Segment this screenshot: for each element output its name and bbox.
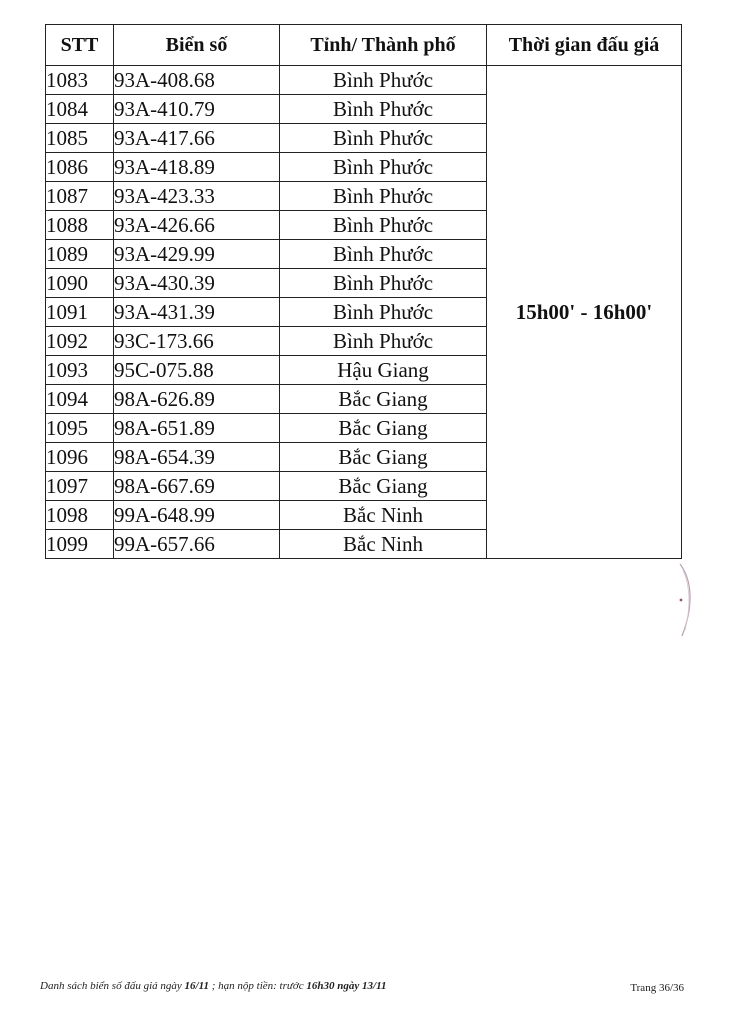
cell-plate: 93A-417.66 [114, 124, 280, 153]
cell-province: Bình Phước [280, 211, 487, 240]
cell-province: Bình Phước [280, 240, 487, 269]
cell-plate: 93A-418.89 [114, 153, 280, 182]
cell-stt: 1087 [46, 182, 114, 211]
cell-plate: 93A-429.99 [114, 240, 280, 269]
header-province: Tỉnh/ Thành phố [280, 25, 487, 66]
cell-plate: 99A-657.66 [114, 530, 280, 559]
cell-plate: 98A-667.69 [114, 472, 280, 501]
cell-province: Bắc Ninh [280, 530, 487, 559]
plates-table [45, 24, 682, 559]
cell-plate: 98A-651.89 [114, 414, 280, 443]
cell-province: Bình Phước [280, 327, 487, 356]
footer-text-2: ; hạn nộp tiền: trước [211, 980, 304, 992]
cell-plate: 93A-410.79 [114, 95, 280, 124]
cell-province: Bình Phước [280, 95, 487, 124]
footer-note [40, 980, 386, 992]
cell-province: Bắc Ninh [280, 501, 487, 530]
cell-plate: 93A-426.66 [114, 211, 280, 240]
cell-plate: 93A-408.68 [114, 66, 280, 95]
cell-stt: 1097 [46, 472, 114, 501]
cell-stt: 1088 [46, 211, 114, 240]
cell-stt: 1093 [46, 356, 114, 385]
cell-plate: 98A-654.39 [114, 443, 280, 472]
cell-stt: 1094 [46, 385, 114, 414]
header-stt: STT [46, 25, 114, 66]
table-row [46, 66, 682, 95]
footer-deadline: 16h30 ngày 13/11 [306, 980, 387, 992]
cell-province: Bình Phước [280, 269, 487, 298]
table-body [46, 66, 682, 559]
cell-stt: 1096 [46, 443, 114, 472]
cell-plate: 99A-648.99 [114, 501, 280, 530]
cell-province: Bình Phước [280, 124, 487, 153]
cell-plate: 95C-075.88 [114, 356, 280, 385]
cell-stt: 1092 [46, 327, 114, 356]
table-header-row [46, 25, 682, 66]
footer-date: 16/11 [184, 980, 209, 992]
header-auction-time: Thời gian đấu giá [487, 25, 682, 66]
cell-stt: 1099 [46, 530, 114, 559]
stamp-mark [676, 560, 696, 640]
cell-stt: 1090 [46, 269, 114, 298]
cell-plate: 93C-173.66 [114, 327, 280, 356]
cell-stt: 1089 [46, 240, 114, 269]
cell-stt: 1083 [46, 66, 114, 95]
cell-province: Bình Phước [280, 66, 487, 95]
cell-stt: 1085 [46, 124, 114, 153]
header-plate: Biển số [114, 25, 280, 66]
cell-province: Bắc Giang [280, 472, 487, 501]
footer-text-1: Danh sách biển số đấu giá ngày [40, 980, 182, 992]
cell-auction-time: 15h00' - 16h00' [487, 66, 682, 559]
cell-stt: 1086 [46, 153, 114, 182]
cell-plate: 98A-626.89 [114, 385, 280, 414]
cell-province: Bắc Giang [280, 385, 487, 414]
cell-stt: 1091 [46, 298, 114, 327]
cell-stt: 1084 [46, 95, 114, 124]
cell-plate: 93A-430.39 [114, 269, 280, 298]
cell-province: Hậu Giang [280, 356, 487, 385]
cell-plate: 93A-431.39 [114, 298, 280, 327]
page-number: Trang 36/36 [630, 982, 684, 994]
cell-province: Bình Phước [280, 153, 487, 182]
cell-plate: 93A-423.33 [114, 182, 280, 211]
cell-stt: 1095 [46, 414, 114, 443]
cell-province: Bình Phước [280, 182, 487, 211]
cell-province: Bắc Giang [280, 443, 487, 472]
cell-stt: 1098 [46, 501, 114, 530]
cell-province: Bình Phước [280, 298, 487, 327]
cell-province: Bắc Giang [280, 414, 487, 443]
